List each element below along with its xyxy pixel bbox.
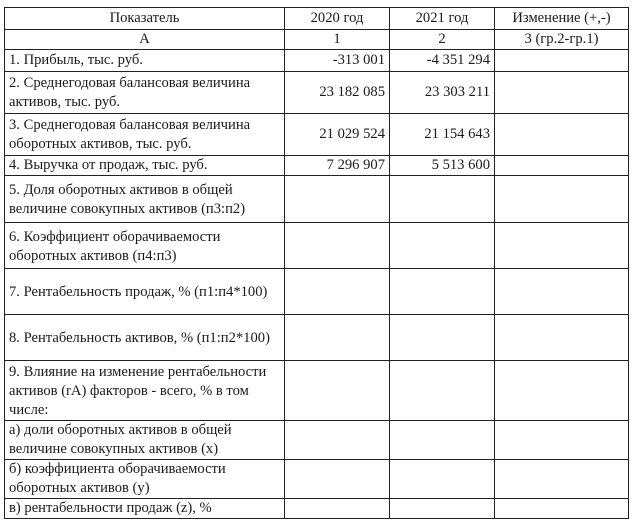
header-indicator: Показатель bbox=[5, 8, 285, 30]
row-label: в) рентабельности продаж (z), % bbox=[5, 499, 285, 519]
value-change bbox=[495, 50, 629, 72]
value-2020 bbox=[285, 315, 390, 361]
row-label: 4. Выручка от продаж, тыс. руб. bbox=[5, 156, 285, 176]
table-row bbox=[5, 499, 629, 519]
row-label: 3. Среднегодовая балансовая величина оборотных активов, тыс. руб. bbox=[5, 114, 285, 156]
index-cell-2: 2 bbox=[390, 30, 495, 50]
table-row bbox=[5, 176, 629, 223]
value-2020 bbox=[285, 421, 390, 460]
value-change bbox=[495, 269, 629, 315]
index-cell-1: 1 bbox=[285, 30, 390, 50]
row-label: 5. Доля оборотных активов в общей величине совокупных активов (п3:п2) bbox=[5, 176, 285, 223]
header-change: Изменение (+,-) bbox=[495, 8, 629, 30]
table-row bbox=[5, 223, 629, 269]
header-row bbox=[5, 8, 629, 30]
value-2021 bbox=[390, 269, 495, 315]
value-2021: 23 303 211 bbox=[390, 72, 495, 114]
row-label: 9. Влияние на изменение рентабельности активов (rA) факторов - всего, % в том числе: bbox=[5, 361, 285, 421]
value-2021 bbox=[390, 176, 495, 223]
row-label: б) коэффициента оборачиваемости оборотных активов (y) bbox=[5, 460, 285, 499]
table-row bbox=[5, 315, 629, 361]
value-2021: 5 513 600 bbox=[390, 156, 495, 176]
table-row bbox=[5, 421, 629, 460]
value-2020 bbox=[285, 223, 390, 269]
value-2020: 7 296 907 bbox=[285, 156, 390, 176]
table-row bbox=[5, 50, 629, 72]
value-2021: 21 154 643 bbox=[390, 114, 495, 156]
row-label: 7. Рентабельность продаж, % (п1:п4*100) bbox=[5, 269, 285, 315]
value-2021 bbox=[390, 361, 495, 421]
row-label: 8. Рентабельность активов, % (п1:п2*100) bbox=[5, 315, 285, 361]
value-2020 bbox=[285, 269, 390, 315]
value-change bbox=[495, 176, 629, 223]
value-change bbox=[495, 499, 629, 519]
value-2020 bbox=[285, 499, 390, 519]
value-2020: -313 001 bbox=[285, 50, 390, 72]
index-cell-3: 3 (гр.2-гр.1) bbox=[495, 30, 629, 50]
row-label: а) доли оборотных активов в общей величине совокупных активов (x) bbox=[5, 421, 285, 460]
table-row bbox=[5, 361, 629, 421]
value-2021 bbox=[390, 223, 495, 269]
value-2020: 23 182 085 bbox=[285, 72, 390, 114]
value-2021 bbox=[390, 460, 495, 499]
value-change bbox=[495, 223, 629, 269]
index-cell-a: А bbox=[5, 30, 285, 50]
table-row bbox=[5, 460, 629, 499]
row-label: 6. Коэффициент оборачиваемости оборотных активов (п4:п3) bbox=[5, 223, 285, 269]
row-label: 1. Прибыль, тыс. руб. bbox=[5, 50, 285, 72]
value-change bbox=[495, 114, 629, 156]
table-row bbox=[5, 156, 629, 176]
value-2021 bbox=[390, 499, 495, 519]
value-change bbox=[495, 361, 629, 421]
header-2021: 2021 год bbox=[390, 8, 495, 30]
column-index-row bbox=[5, 30, 629, 50]
table-row bbox=[5, 114, 629, 156]
row-label: 2. Среднегодовая балансовая величина активов, тыс. руб. bbox=[5, 72, 285, 114]
header-2020: 2020 год bbox=[285, 8, 390, 30]
value-change bbox=[495, 72, 629, 114]
value-change bbox=[495, 156, 629, 176]
value-2020 bbox=[285, 460, 390, 499]
value-change bbox=[495, 315, 629, 361]
value-2020: 21 029 524 bbox=[285, 114, 390, 156]
table-row bbox=[5, 72, 629, 114]
value-2021 bbox=[390, 421, 495, 460]
value-2020 bbox=[285, 361, 390, 421]
value-2020 bbox=[285, 176, 390, 223]
value-change bbox=[495, 460, 629, 499]
value-2021: -4 351 294 bbox=[390, 50, 495, 72]
value-change bbox=[495, 421, 629, 460]
analysis-table bbox=[4, 7, 629, 519]
value-2021 bbox=[390, 315, 495, 361]
table-row bbox=[5, 269, 629, 315]
